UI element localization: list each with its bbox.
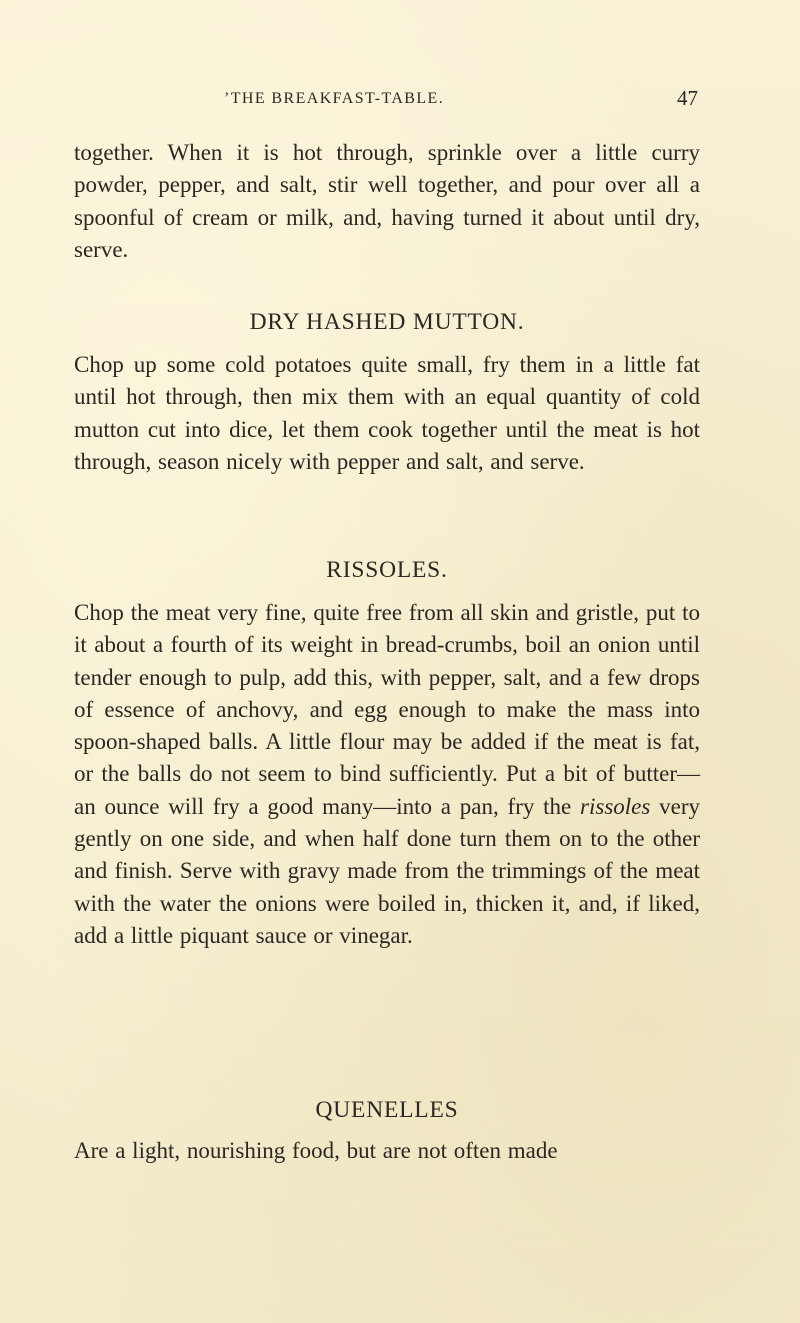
recipe-text [74, 597, 700, 952]
continuation-text: together. When it is hot through, sprinkle over a little curry powder, pepper, and salt, stir well together, and pour over all a spoonful of cream or milk, and, having turned it about until dry, serve. [74, 140, 700, 262]
recipe-text: Chop up some cold potatoes quite small, fry them in a little fat until hot through, then mix them with an equal quantity of cold mutton cut into dice, let them cook together until the meat is hot through, season nicely with pepper and salt, and serve. [74, 352, 700, 474]
recipe-text-part: very gently on one side, and when half done turn them on to the other and finish. Serve with gravy made from the trimmings of the meat with the water the onions were boiled in, thicken it, and, if liked, add a little piquant sauce or vinegar. [74, 793, 701, 948]
recipe-text: Are a light, nourishing food, but are not often made [74, 1138, 558, 1163]
recipe-body-quenelles [74, 1135, 700, 1167]
running-head-title: ’THE BREAKFAST-TABLE. [224, 90, 445, 107]
recipe-heading-rissoles: RISSOLES. [326, 557, 448, 583]
page-number: 47 [677, 86, 698, 110]
recipe-body-dry-hashed-mutton [74, 349, 700, 478]
recipe-heading-dry-hashed-mutton: DRY HASHED MUTTON. [249, 309, 525, 335]
running-head [74, 88, 698, 114]
recipe-text-italic: rissoles [580, 793, 651, 819]
recipe-text-part: Chop the meat very fine, quite free from all skin and gristle, put to it about a fourth of its weight in bread-crumbs, boil an onion until tender enough to pulp, add this, with pepper, salt, and a few drops of essence of anchovy, and egg enough to make the mass into spoon-shaped balls. A little flour may be added if the meat is fat, or the balls do not seem to bind sufficiently. Put a bit of butter—an ounce will fry a good many—into a pan, fry the [74, 600, 700, 819]
recipe-heading-quenelles: QUENELLES [315, 1097, 459, 1123]
recipe-body-rissoles [74, 597, 700, 952]
continuation-paragraph [74, 137, 700, 266]
